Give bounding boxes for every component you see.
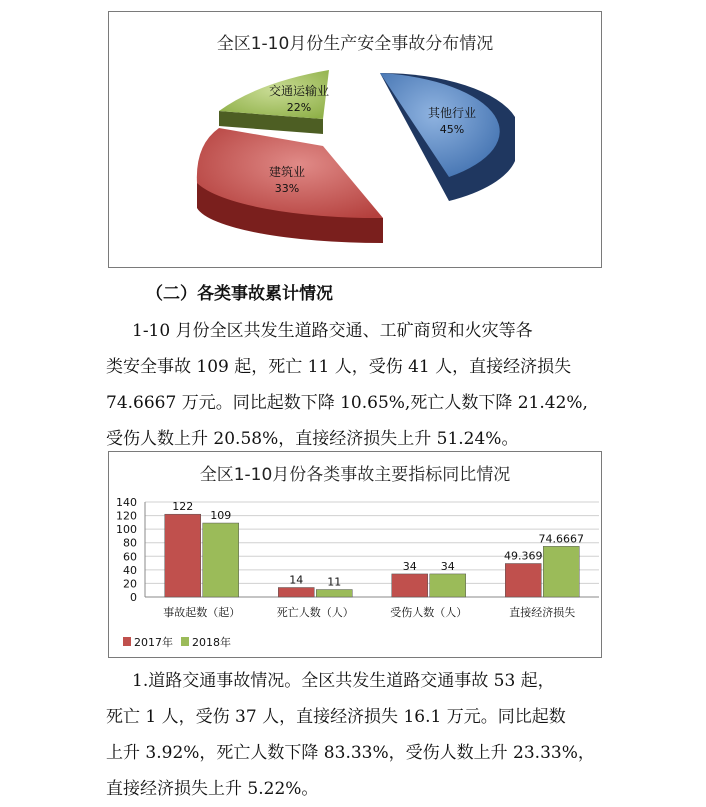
bar-value-label: 49.369 <box>504 549 543 563</box>
bar-chart-svg <box>109 452 603 659</box>
pie-chart-title: 全区1-10月份生产安全事故分布情况 <box>216 34 494 54</box>
bar-2018-2 <box>430 574 466 597</box>
paragraph2-line3: 上升 3.92%，死亡人数下降 83.33%，受伤人数上升 23.33%， <box>106 743 595 763</box>
y-tick-label: 100 <box>116 523 137 537</box>
pie-label-transport: 交通运输业 <box>268 84 330 98</box>
legend-swatch-1 <box>181 637 189 646</box>
bar-2017-0 <box>165 514 201 597</box>
paragraph2-line4: 直接经济损失上升 5.22%。 <box>106 779 319 799</box>
y-tick-label: 60 <box>123 550 137 564</box>
legend-swatch-0 <box>123 637 131 646</box>
bar-value-label: 34 <box>440 559 455 573</box>
bar-2018-1 <box>316 590 352 597</box>
y-tick-label: 20 <box>123 577 137 591</box>
bar-2018-0 <box>203 523 239 597</box>
paragraph1-line3: 74.6667 万元。同比起数下降 10.65%,死亡人数下降 21.42%, <box>106 393 588 413</box>
paragraph2-line1: 1.道路交通事故情况。全区共发生道路交通事故 53 起， <box>132 671 555 691</box>
pie-chart <box>108 11 602 268</box>
pie-label-construction: 建筑业 <box>268 165 306 179</box>
y-tick-label: 0 <box>130 591 137 604</box>
y-tick-label: 80 <box>123 536 137 550</box>
bar-2017-1 <box>278 588 314 598</box>
bar-2017-2 <box>392 574 428 597</box>
bar-2017-3 <box>505 563 541 597</box>
legend-label: 2018年 <box>192 636 231 649</box>
x-category-label: 事故起数（起） <box>163 606 241 619</box>
x-category-label: 受伤人数（人） <box>390 606 468 619</box>
bar-value-label: 109 <box>210 509 232 523</box>
y-tick-label: 120 <box>116 509 137 523</box>
section-heading: （二）各类事故累计情况 <box>146 284 333 304</box>
pie-pct-construction: 33% <box>274 182 300 195</box>
paragraph1-line4: 受伤人数上升 20.58%，直接经济损失上升 51.24%。 <box>106 429 519 449</box>
bar-chart <box>108 451 602 658</box>
bar-2018-3 <box>543 546 579 597</box>
bar-value-label: 11 <box>327 575 342 589</box>
legend-label: 2017年 <box>134 636 173 649</box>
pie-chart-svg <box>109 12 603 269</box>
y-tick-label: 140 <box>116 496 137 509</box>
x-category-label: 死亡人数（人） <box>276 606 354 619</box>
pie-pct-other: 45% <box>439 123 465 136</box>
bar-value-label: 74.6667 <box>538 532 584 546</box>
pie-slice-other-edge <box>380 73 519 202</box>
paragraph1-line2: 类安全事故 109 起，死亡 11 人，受伤 41 人，直接经济损失 <box>106 357 572 377</box>
pie-pct-transport: 22% <box>286 101 312 114</box>
pie-label-other: 其他行业 <box>427 106 477 120</box>
y-tick-label: 40 <box>123 563 137 577</box>
bar-value-label: 122 <box>172 500 194 514</box>
paragraph2-line2: 死亡 1 人，受伤 37 人，直接经济损失 16.1 万元。同比起数 <box>106 707 566 727</box>
x-category-label: 直接经济损失 <box>509 606 576 619</box>
bar-chart-title: 全区1-10月份各类事故主要指标同比情况 <box>199 465 511 485</box>
bar-value-label: 34 <box>402 559 417 573</box>
paragraph1-line1: 1-10 月份全区共发生道路交通、工矿商贸和火灾等各 <box>132 321 533 341</box>
bar-value-label: 14 <box>289 573 304 587</box>
